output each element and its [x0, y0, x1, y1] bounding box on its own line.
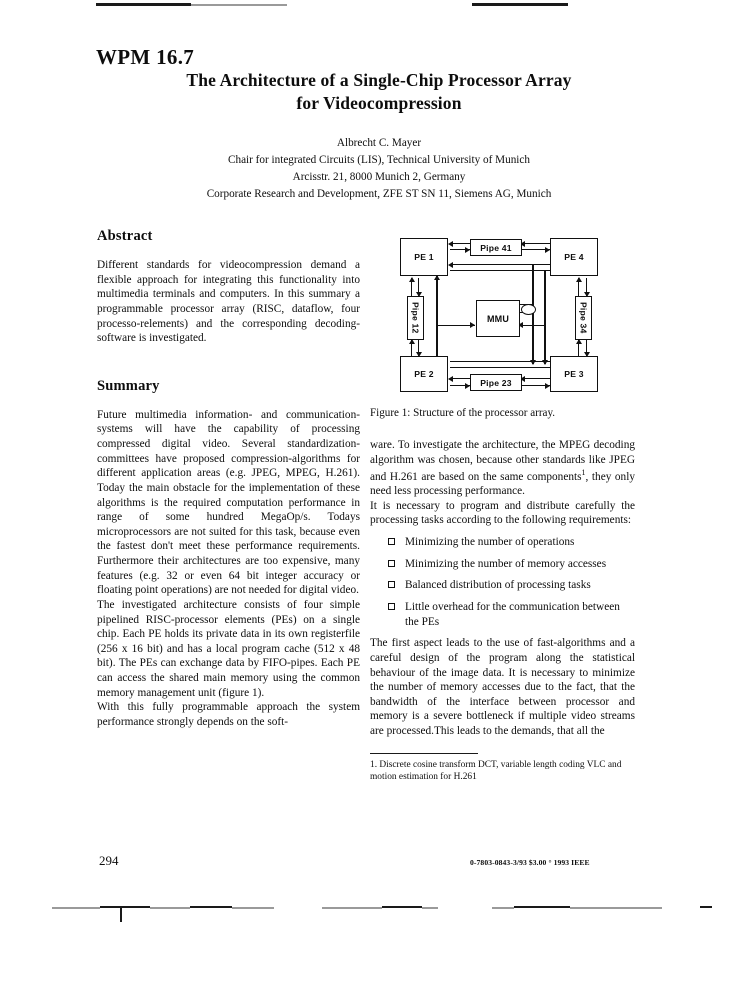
- figure-link-pe1-pipe41-a: [450, 243, 470, 244]
- figure-node-pipe23: Pipe 23: [470, 374, 522, 391]
- figure-arrow-bus-to-pe3: [530, 360, 536, 365]
- figure-arrow-pipe12-to-pe1: [409, 277, 415, 282]
- requirement-label-3: Balanced distribution of processing tasks: [405, 579, 591, 592]
- right-paragraph-1-part2: , they only need less processing performance.: [370, 470, 635, 498]
- figure-node-mmu: MMU: [476, 300, 520, 337]
- page-number: 294: [99, 853, 119, 868]
- requirement-label-4: Little overhead for the communication between the PEs: [405, 600, 620, 628]
- title-block: [96, 46, 662, 115]
- right-paragraph-1-part1: ware. To investigate the architecture, the MPEG decoding algorithm was chosen, because other standards like JPEG and H.261 are based on the same components: [370, 439, 635, 483]
- footnote-marker: 1: [581, 467, 586, 477]
- processor-array-diagram: [392, 234, 610, 392]
- summary-paragraph-3: With this fully programmable approach the system performance strongly depends on the soft-: [97, 701, 360, 728]
- paper-code: WPM 16.7: [96, 45, 195, 69]
- figure-node-pe4: PE 4: [550, 238, 598, 276]
- figure-node-pipe12: Pipe 12: [407, 296, 424, 340]
- square-bullet-icon: [388, 538, 395, 545]
- paper-title-line2: for Videocompression: [296, 93, 462, 114]
- requirement-item-1: [388, 535, 635, 550]
- page-title: [96, 69, 662, 115]
- left-column: [97, 228, 360, 730]
- figure-node-pipe41: Pipe 41: [470, 239, 522, 256]
- square-bullet-icon: [388, 603, 395, 610]
- abstract-text: Different standards for videocompression demand a flexible approach for integrating this functionality into multimedia terminals and computers. In this summary a programmable processor array (RISC, dataflow, four processo-relements) and the corresponding decoding-software is investigated.: [97, 259, 360, 345]
- figure-link-pe2-pipe23-a: [450, 378, 470, 379]
- requirement-item-4: [388, 600, 635, 629]
- figure-bus-bottom-b: [450, 367, 550, 368]
- figure-node-pipe34: Pipe 34: [575, 296, 592, 340]
- figure-link-pipe41-pe4-a: [522, 243, 550, 244]
- square-bullet-icon: [388, 581, 395, 588]
- author-affiliation-1: Chair for integrated Circuits (LIS), Technical University of Munich: [228, 154, 530, 167]
- abstract-heading: Abstract: [97, 228, 153, 244]
- author-affiliation-2: Arcisstr. 21, 8000 Munich 2, Germany: [292, 171, 466, 184]
- footnote-rule: [370, 753, 478, 754]
- figure-bus-top-a: [450, 264, 550, 265]
- figure-arrow-pipe41-to-pe1: [448, 241, 453, 247]
- figure-arrow-bus-top-left: [448, 262, 453, 268]
- column-spacer: [97, 346, 360, 378]
- right-paragraph-2: It is necessary to program and distribute carefully the processing tasks according to the following requirements:: [370, 499, 635, 527]
- right-paragraph-1: [370, 438, 635, 498]
- requirement-item-3: [388, 578, 635, 593]
- right-column: [370, 228, 635, 784]
- requirement-item-2: [388, 557, 635, 572]
- figure-bus-mmu-right-trunk-b: [544, 270, 546, 364]
- figure-node-pe3: PE 3: [550, 356, 598, 392]
- requirement-label-2: Minimizing the number of memory accesses: [405, 557, 607, 570]
- figure-bus-top-b: [450, 270, 550, 271]
- figure-mmu-port: [521, 304, 536, 315]
- author-affiliation-3: Corporate Research and Development, ZFE ST SN 11, Siemens AG, Munich: [206, 188, 552, 201]
- summary-paragraph-1: Future multimedia information- and communication-systems will have the capability of processing compressed digital video. Several standardization-committees have proposed compression-algorithms for different application areas (e.g. JPEG, MPEG, H.261). Today the main obstacle for the implementation of these algorithms is the required computation performance in range of some hundred MegaOp/s. Todays microprocessors are not suited for this task, because even the fastest don't meet these performance requirements. Furthermore their architectures are too expensive, many features (e.g. 32 or even 64 bit integer accuracy or floating point operations) are not needed for digital video.: [97, 408, 360, 597]
- footnote-text: 1. Discrete cosine transform DCT, variable length coding VLC and motion estimation for H.261: [370, 759, 622, 783]
- figure-arrow-bus-to-pe3-b: [542, 360, 548, 365]
- footnote-block: [370, 753, 635, 784]
- figure-arrow-pipe34-to-pe4: [576, 277, 582, 282]
- author-block: [96, 135, 662, 203]
- summary-heading: Summary: [97, 377, 160, 394]
- figure-bus-mmu-right-horizontal: [520, 325, 546, 326]
- right-column-text: [370, 438, 635, 738]
- figure-link-pipe23-pe3-a: [522, 378, 550, 379]
- figure-arrow-pipe23-to-pe2: [448, 376, 453, 382]
- figure-caption: Figure 1: Structure of the processor array.: [370, 407, 556, 419]
- summary-paragraph-2: The investigated architecture consists of four simple pipelined RISC-processor elements (PEs) on a single chip. Each PE holds its private data in its own registerfile (256 x 16 bit) and has a local program cache (512 x 48 bit). The PEs can exchange data by FIFO-pipes. Each PE can access the shared main memory using the common memory management unit (figure 1).: [97, 598, 360, 699]
- figure-container: [370, 234, 635, 420]
- figure-node-pe2: PE 2: [400, 356, 448, 392]
- right-paragraph-3: The first aspect leads to the use of fast-algorithms and a careful design of the program along the statistical behaviour of the image data. It is necessary to minimize the number of memory accesses due to the fact, that the bandwidth of the interface between processor and memory is a severe bottleneck if multiple video streams are processed.This leads to the demands, that all the: [370, 637, 635, 738]
- figure-bus-mmu-left-vertical: [436, 276, 438, 326]
- copyright-notice: 0-7803-0843-3/93 $3.00 ° 1993 IEEE: [470, 858, 590, 867]
- square-bullet-icon: [388, 560, 395, 567]
- paper-title-line1: The Architecture of a Single-Chip Processor Array: [186, 70, 572, 91]
- figure-arrow-bus-to-mmu-left: [470, 322, 475, 328]
- requirements-list: [370, 535, 635, 629]
- figure-node-pe1: PE 1: [400, 238, 448, 276]
- author-name: Albrecht C. Mayer: [336, 137, 422, 149]
- requirement-label-1: Minimizing the number of operations: [405, 535, 575, 548]
